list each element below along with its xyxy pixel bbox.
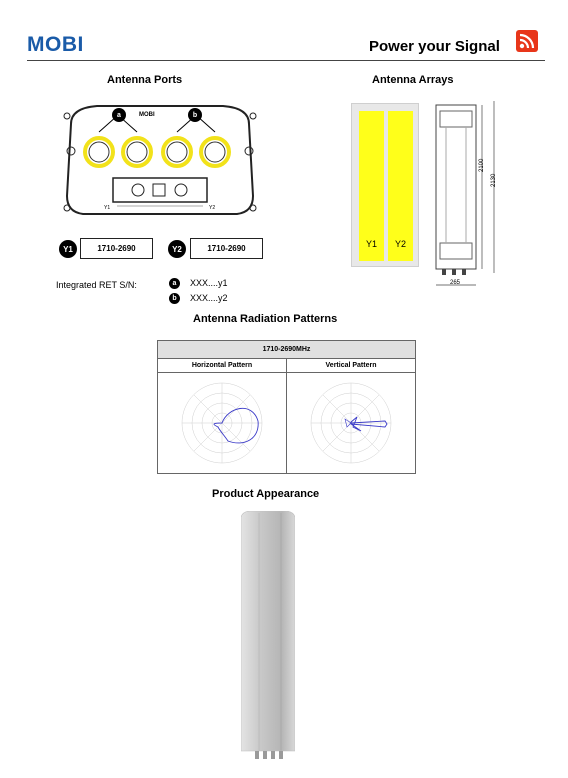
panel-y2-label: Y2 [209, 205, 216, 211]
tagline: Power your Signal [369, 38, 500, 55]
dim-height-outer: 2130 [491, 173, 497, 187]
port-badge-y1: Y1 [59, 240, 77, 258]
port-connector [163, 138, 191, 166]
port-connector [123, 138, 151, 166]
array-side-drawing [426, 97, 506, 293]
array-column-y1 [359, 111, 384, 261]
frequency-band: 1710-2690MHz [158, 341, 415, 359]
port-panel-diagram [57, 96, 263, 216]
antenna-ports-title: Antenna Ports [107, 74, 183, 86]
port-badge-a: a [112, 108, 126, 122]
ret-value-b: XXX....y2 [190, 293, 228, 303]
array-front-view [351, 103, 419, 267]
appearance-title: Product Appearance [212, 488, 320, 500]
rss-icon [516, 30, 538, 52]
port-connector [85, 138, 113, 166]
ret-badge-b: b [169, 293, 180, 304]
port-badge-b: b [188, 108, 202, 122]
vertical-pattern-header: Vertical Pattern [325, 362, 377, 369]
port-range-y1: 1710-2690 [80, 238, 153, 259]
header-divider [27, 60, 545, 61]
brand-logo: MOBI [27, 33, 84, 56]
array-column-y2 [388, 111, 413, 261]
port-badge-y2: Y2 [168, 240, 186, 258]
dim-height-inner: 2100 [479, 158, 485, 172]
antenna-arrays-title: Antenna Arrays [372, 74, 454, 86]
vertical-pattern-plot [287, 373, 415, 473]
product-image [241, 511, 295, 761]
panel-y1-label: Y1 [104, 205, 111, 211]
ret-badge-a: a [169, 278, 180, 289]
radiation-title: Antenna Radiation Patterns [193, 313, 338, 325]
ret-label: Integrated RET S/N: [56, 280, 137, 290]
horizontal-pattern-plot [158, 373, 287, 473]
ret-value-a: XXX....y1 [190, 278, 228, 288]
dim-width: 265 [450, 280, 461, 286]
radiation-pattern-table [157, 340, 416, 474]
horizontal-pattern-header: Horizontal Pattern [158, 359, 287, 372]
port-range-y2: 1710-2690 [190, 238, 263, 259]
panel-brand: MOBI [139, 112, 155, 118]
array-label-y2: Y2 [394, 239, 406, 249]
port-connector [201, 138, 229, 166]
array-label-y1: Y1 [365, 239, 377, 249]
